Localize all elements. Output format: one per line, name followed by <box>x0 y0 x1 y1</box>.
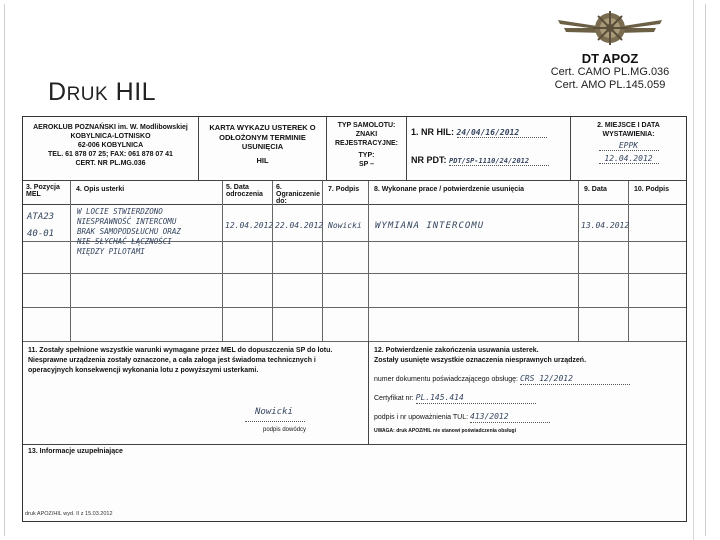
col-limit: 6. Ograniczenie do: <box>273 181 323 205</box>
s11-signature: Nowicki <box>255 407 293 417</box>
place-value: EPPK <box>599 141 659 151</box>
place-date-section <box>571 117 686 181</box>
s12-line1: 12. Potwierdzenie zakończenia usuwania usterek. <box>374 347 539 354</box>
registration-label: REJESTRACYJNE: <box>334 140 398 147</box>
company-logo <box>540 6 680 92</box>
nr-hil-label: 1. NR HIL: <box>411 127 455 137</box>
row1-mel-line2: 40-01 <box>27 229 55 239</box>
title-rest: RUK <box>66 84 109 105</box>
nr-hil-value: 24/04/16/2012 <box>457 128 547 138</box>
slide-edge-line <box>693 0 694 540</box>
col-deferral-date: 5. Data odroczenia <box>223 181 273 205</box>
winged-wheel-icon <box>554 6 666 50</box>
type-value-label: TYP: <box>358 152 375 159</box>
s12-line2: Zostały usunięte wszystkie oznaczenia niesprawnych urządzeń. <box>374 357 587 364</box>
row1-work-done: WYMIANA INTERCOMU <box>375 221 485 231</box>
s12-doc-label: numer dokumentu poświadczającego obsługę: <box>374 376 518 383</box>
section-12 <box>369 341 686 445</box>
org-name: AEROKLUB POZNAŃSKI im. W. Modlibowskiej <box>33 124 188 131</box>
logo-cert-amo: Cert. AMO PL.145.059 <box>554 79 666 91</box>
s11-line2: Niesprawne urządzenia zostały oznaczone, a cała załoga jest świadoma technicznych i <box>28 357 316 364</box>
s12-sign-value: 413/2012 <box>470 412 550 423</box>
row1-description <box>77 207 181 257</box>
org-address2: 62-006 KOBYLNICA <box>77 142 144 149</box>
section-13-label: 13. Informacje uzupełniające <box>28 448 123 455</box>
col-divider <box>70 181 71 341</box>
s12-note: UWAGA: druk APOZ/HIL nie stanowi poświadczenia obsługi <box>374 428 516 434</box>
org-cert: CERT. NR PL.MG.036 <box>75 160 146 167</box>
card-title <box>199 117 327 181</box>
nr-pdt-label: NR PDT: <box>411 155 447 165</box>
card-title-line1: KARTA WYKAZU USTEREK O <box>209 123 316 132</box>
card-title-line3: USUNIĘCIA <box>241 142 284 151</box>
col-divider <box>628 181 629 341</box>
s11-line3: operacyjnych konsekwencji wykonania lotu z powyższymi usterkami. <box>28 367 259 374</box>
row1-desc-line1: W LOCIE STWIERDZONO <box>77 207 163 216</box>
col-divider <box>322 181 323 341</box>
s11-sign-label: podpis dowódcy <box>263 427 307 433</box>
form-footer: druk APOZ/HIL wyd. II z 15.03.2012 <box>25 511 113 517</box>
slide-title <box>48 78 156 107</box>
place-label: 2. MIEJSCE I DATA <box>597 122 660 129</box>
logo-brand: DT APOZ <box>581 51 639 66</box>
title-last-word: HIL <box>115 78 157 106</box>
place-date: 12.04.2012 <box>599 154 659 164</box>
s12-sign-label: podpis i nr upoważnienia TUL: <box>374 414 469 421</box>
card-title-line4: HIL <box>256 155 269 165</box>
row1-deferral-date: 12.04.2012 <box>225 221 274 230</box>
marks-label: ZNAKI <box>355 131 378 138</box>
hil-form <box>22 116 687 522</box>
row1-desc-line3: BRAK SAMOPODSŁUCHU ORAZ <box>77 227 181 236</box>
org-address1: KOBYLNICA-LOTNISKO <box>70 133 151 140</box>
col-date: 9. Data <box>579 181 629 205</box>
nr-pdt-value: PDT/SP-1110/24/2012 <box>449 157 549 166</box>
row-divider <box>23 307 686 308</box>
row1-done-date: 13.04.2012 <box>581 221 630 230</box>
col-divider <box>578 181 579 341</box>
org-phone: TEL. 61 878 07 25; FAX: 061 878 07 41 <box>48 151 173 158</box>
row1-mel <box>27 209 54 243</box>
row1-desc-line4: NIE SŁYCHAĆ ŁĄCZNOŚCI <box>77 237 172 246</box>
logo-cert-camo: Cert. CAMO PL.MG.036 <box>550 66 670 78</box>
col-divider <box>368 181 369 341</box>
org-header <box>23 117 199 181</box>
col-divider <box>222 181 223 341</box>
col-sign2: 10. Podpis <box>629 181 686 205</box>
s12-doc-value: CRS 12/2012 <box>520 374 630 385</box>
col-defect-description: 4. Opis usterki <box>71 181 223 205</box>
col-mel-position: 3. Pozycja MEL <box>23 181 71 205</box>
row1-desc-line2: NIESPRAWNOŚĆ INTERCOMU <box>77 217 177 226</box>
row1-signature: Nowicki <box>328 221 362 230</box>
type-label: TYP SAMOLOTU: <box>337 122 396 129</box>
s12-cert-value: PL.145.414 <box>416 393 536 404</box>
aircraft-type <box>327 117 407 181</box>
title-first-letter: D <box>48 78 67 106</box>
row1-limit-date: 22.04.2012 <box>275 221 324 230</box>
row1-desc-line5: MIĘDZY PILOTAMI <box>77 247 145 256</box>
s11-line1: 11. Zostały spełnione wszystkie warunki wymagane przez MEL do dopuszczenia SP do lotu. <box>28 347 333 354</box>
row-divider <box>23 273 686 274</box>
col-signature: 7. Podpis <box>323 181 369 205</box>
section-11 <box>23 341 369 445</box>
numbers-section <box>407 117 571 181</box>
s12-cert-label: Certyfikat nr: <box>374 395 414 402</box>
sp-label: SP – <box>358 161 375 168</box>
row1-mel-line1: ATA23 <box>27 212 55 222</box>
card-title-line2: ODŁOŻONYM TERMINIE <box>219 132 306 142</box>
col-work-done: 8. Wykonane prace / potwierdzenie usunięcia <box>369 181 579 205</box>
issued-label: WYSTAWIENIA: <box>602 131 655 138</box>
col-divider <box>272 181 273 341</box>
